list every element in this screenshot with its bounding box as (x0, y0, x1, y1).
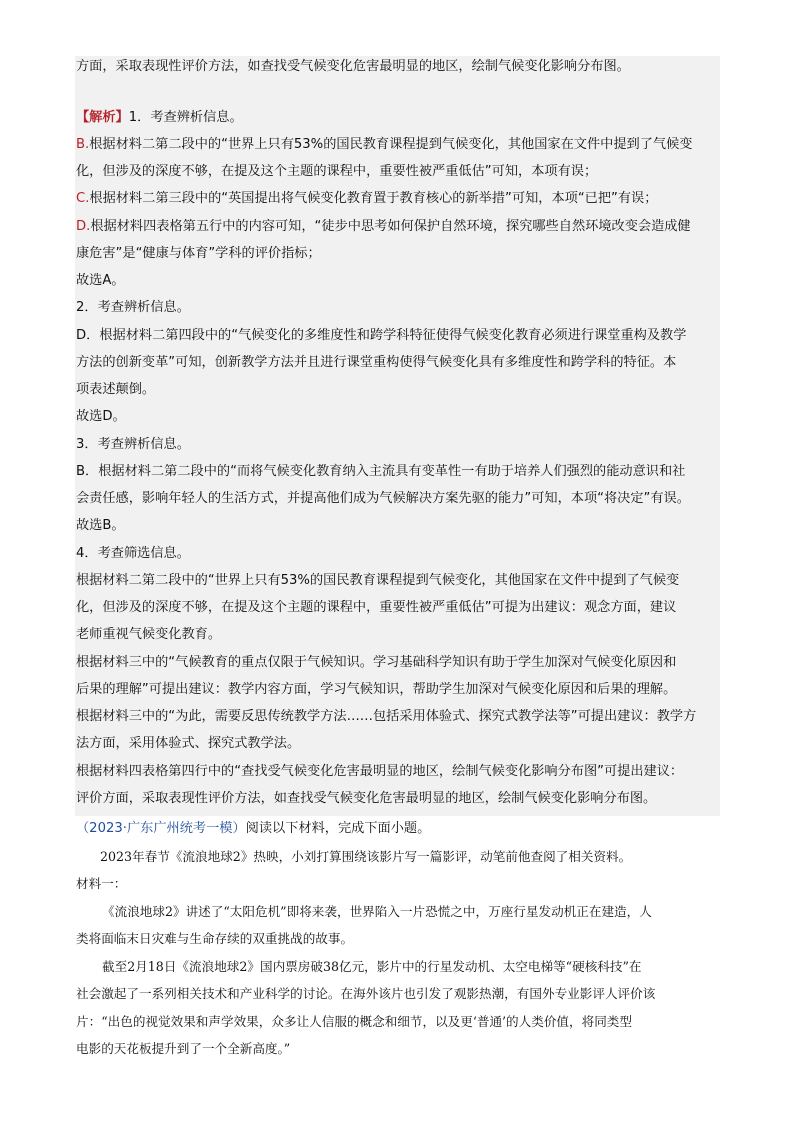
text-line: 故选A。 (76, 273, 125, 288)
passage-line: 2023年春节《流浪地球2》热映，小刘打算围绕该影片写一篇影评，动笔前他查阅了相关资料。 (100, 849, 632, 864)
text-line: 根据材料四表格第四行中的“查找受气候变化危害最明显的地区，绘制气候变化影响分布图”可提出建议： (76, 764, 684, 779)
text-line: B.根据材料二第二段中的“世界上只有53%的国民教育课程提到气候变化，其他国家在文件中提到了气候变 (76, 137, 693, 152)
passage-line: 电影的天花板提升到了一个全新高度。” (76, 1041, 291, 1056)
text-line: B．根据材料二第二段中的“而将气候变化教育纳入主流具有变革性一有助于培养人们强烈的能动意识和社 (76, 464, 686, 479)
text-line: 根据材料二第二段中的“世界上只有53%的国民教育课程提到气候变化，其他国家在文件中提到了气候变 (76, 573, 680, 588)
passage-line: 社会激起了一系列相关技术和产业科学的讨论。在海外该片也引发了观影热潮，有国外专业影评人评价该 (76, 986, 656, 1001)
analysis-heading: 【解析】1．考查辨析信息。 (76, 110, 243, 125)
question-source-line: （2023·广东广州统考一模）阅读以下材料，完成下面小题。 (76, 821, 431, 836)
text-line: C.根据材料二第三段中的“英国提出将气候变化教育置于教育核心的新举措”可知，本项“已把”有误； (76, 191, 658, 206)
text-line: 根据材料三中的“为此，需要反思传统教学方法……包括采用体验式、探究式教学法等”可提出建议：教学方 (76, 709, 697, 724)
text-line: 老师重视气候变化教育。 (76, 627, 222, 642)
text-line: 4．考查筛选信息。 (76, 546, 190, 561)
text-line: 3．考查辨析信息。 (76, 437, 190, 452)
text-line: D.根据材料四表格第五行中的内容可知，“徒步中思考如何保护自然环境，探究哪些自然环境改变会造成健 (76, 219, 691, 234)
text-line: 化，但涉及的深度不够，在提及这个主题的课程中，重要性被严重低估”可提为出建议：观念方面，建议 (76, 600, 677, 615)
passage-line: 片：“出色的视觉效果和声学效果，众多让人信服的概念和细节，以及更‘普通’的人类价值，将同类型 (76, 1014, 632, 1029)
text-line: 会责任感，影响年轻人的生活方式，并提高他们成为气候解决方案先驱的能力”可知，本项“将决定”有误。 (76, 491, 690, 506)
text-line: 方法的创新变革”可知，创新教学方法并且进行课堂重构使得气候变化具有多维度性和跨学科的特征。本 (76, 355, 677, 370)
passage-line: 类将面临末日灾难与生命存续的双重挑战的故事。 (76, 931, 354, 946)
text-line: 评价方面，采取表现性评价方法，如查找受气候变化危害最明显的地区，绘制气候变化影响分布图。 (76, 791, 657, 806)
text-line: 根据材料三中的“气候教育的重点仅限于气候知识。学习基础科学知识有助于学生加深对气候变化原因和 (76, 655, 677, 670)
passage-line: 截至2月18日《流浪地球2》国内票房破38亿元，影片中的行星发动机、太空电梯等“硬核科技”在 (102, 959, 642, 974)
text-line: D．根据材料二第四段中的“气候变化的多维度性和跨学科特征使得气候变化教育必须进行课堂重构及教学 (76, 328, 687, 343)
text-line: 故选D。 (76, 409, 126, 424)
passage-heading: 材料一： (76, 876, 127, 891)
text-line: 方面，采取表现性评价方法，如查找受气候变化危害最明显的地区，绘制气候变化影响分布图。 (76, 59, 630, 74)
text-line: 项表述颠倒。 (76, 382, 156, 397)
text-line: 故选B。 (76, 518, 125, 533)
text-line: 康危害”是“健康与体育”学科的评价指标； (76, 246, 321, 261)
source-label: （2023·广东广州统考一模） (76, 821, 246, 836)
text-line: 2．考查辨析信息。 (76, 300, 190, 315)
passage-line: 《流浪地球2》讲述了“太阳危机”即将来袭，世界陷入一片恐慌之中，万座行星发动机正在建造，人 (102, 904, 652, 919)
text-line: 法方面，采用体验式、探究式教学法。 (76, 736, 301, 751)
text-line: 后果的理解”可提出建议：教学内容方面，学习气候知识，帮助学生加深对气候变化原因和后果的理解。 (76, 682, 677, 697)
text-line: 化，但涉及的深度不够，在提及这个主题的课程中，重要性被严重低估”可知，本项有误； (76, 164, 598, 179)
